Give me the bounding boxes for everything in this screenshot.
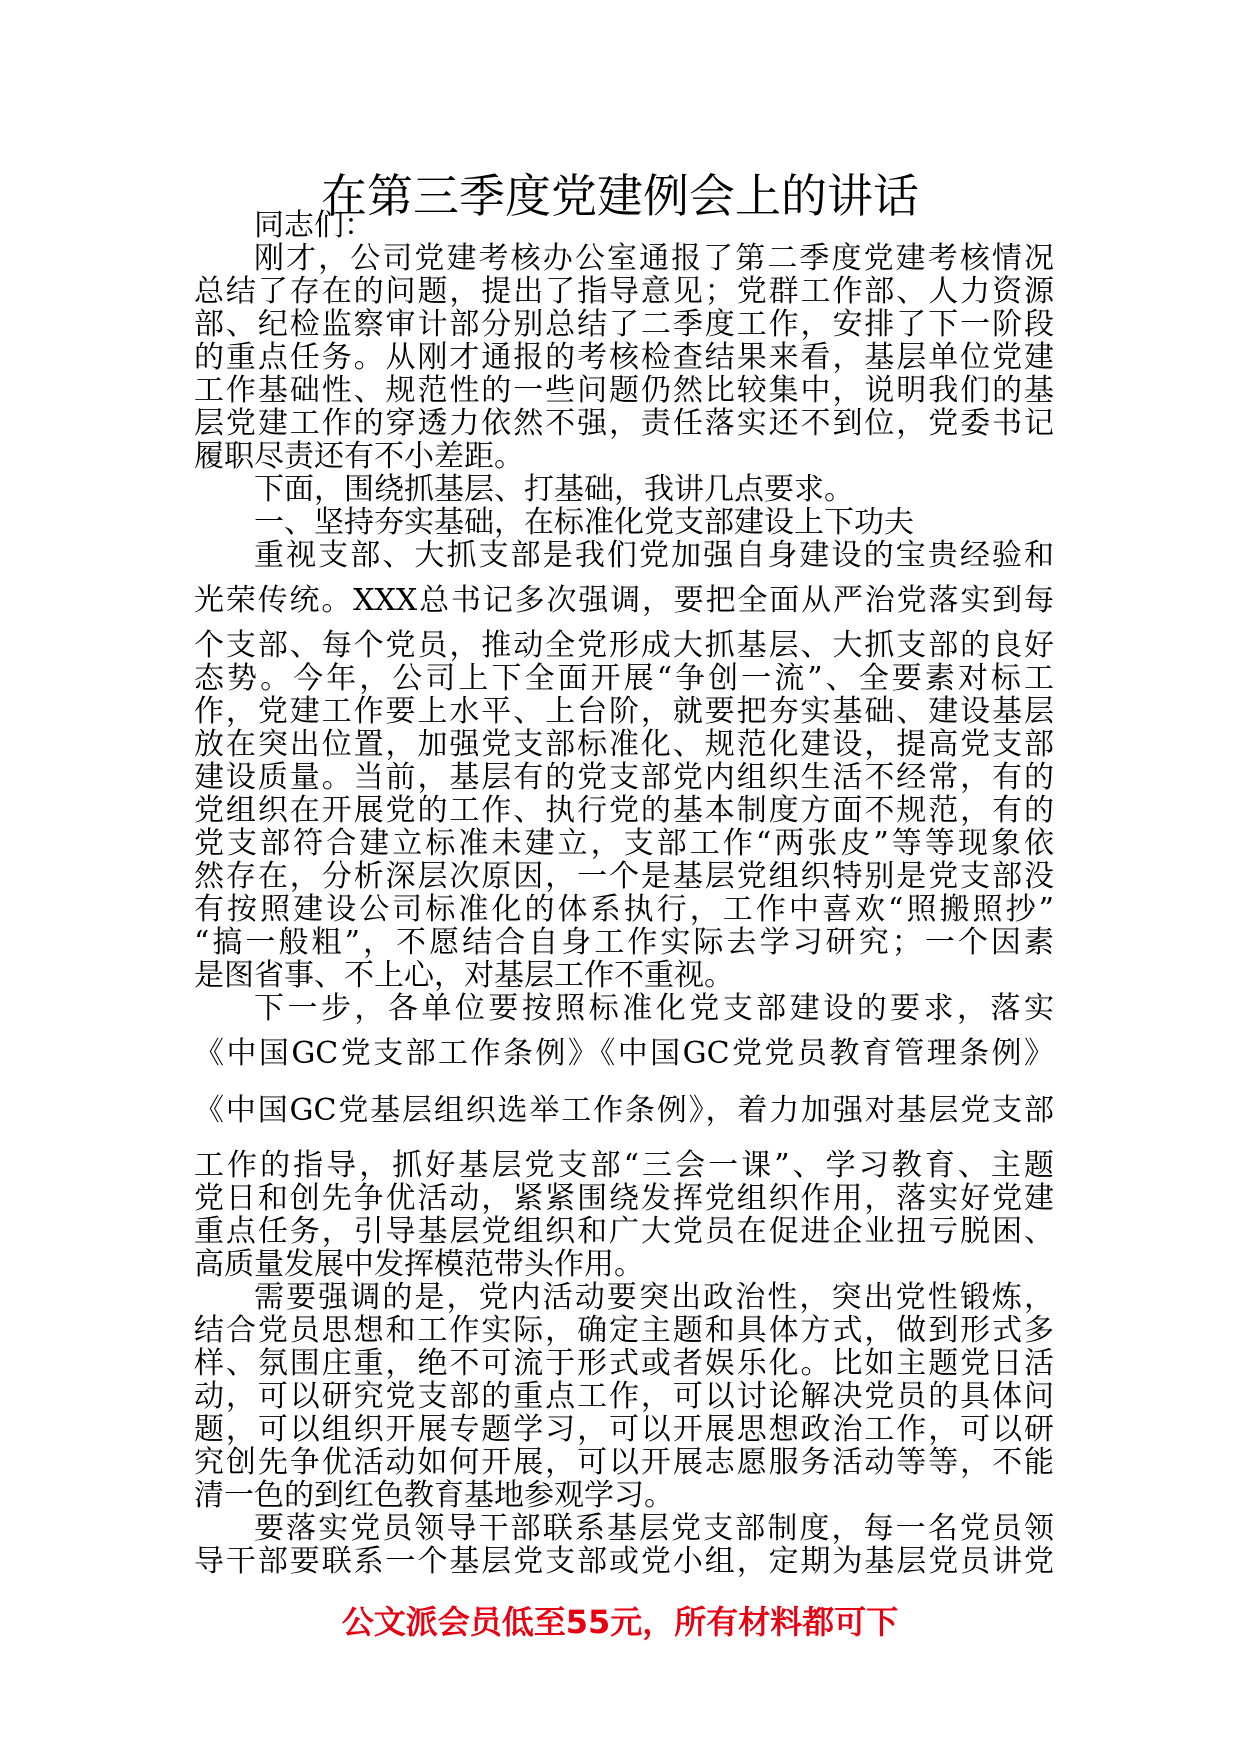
paragraph-line: 履职尽责还有不小差距。 — [194, 439, 524, 474]
paragraph-line: 党支部符合建立标准未建立，支部工作“两张皮”等等现象依 — [194, 826, 1054, 861]
paragraph-line: 党日和创先争优活动，紧紧围绕发挥党组织作用，落实好党建 — [194, 1181, 1054, 1216]
paragraph-line: 放在突出位置，加强党支部标准化、规范化建设，提高党支部 — [194, 727, 1054, 762]
paragraph-line: 结合党员思想和工作实际，确定主题和具体方式，做到形式多 — [194, 1313, 1054, 1348]
document-title: 在第三季度党建例会上的讲话 — [321, 169, 919, 223]
paragraph-line: 是图省事、不上心，对基层工作不重视。 — [194, 958, 734, 993]
paragraph-line: 重视支部、大抓支部是我们党加强自身建设的宝贵经验和 — [254, 538, 1054, 573]
paragraph-line: 同志们： — [254, 208, 374, 243]
paragraph-line: 个支部、每个党员，推动全党形成大抓基层、大抓支部的良好 — [194, 628, 1054, 663]
paragraph-line: 层党建工作的穿透力依然不强，责任落实还不到位，党委书记 — [194, 406, 1054, 441]
paragraph-line: 党组织在开展党的工作、执行党的基本制度方面不规范，有的 — [194, 793, 1054, 828]
paragraph-line: 清一色的到红色教育基地参观学习。 — [194, 1478, 674, 1513]
paragraph-line: 究创先争优活动如何开展，可以开展志愿服务活动等等，不能 — [194, 1445, 1054, 1480]
paragraph-line: 导干部要联系一个基层党支部或党小组，定期为基层党员讲党 — [194, 1544, 1054, 1579]
paragraph-line: 样、氛围庄重，绝不可流于形式或者娱乐化。比如主题党日活 — [194, 1346, 1054, 1381]
paragraph-line: 题，可以组织开展专题学习，可以开展思想政治工作，可以研 — [194, 1412, 1054, 1447]
promo-footer-note: 公文派会员低至55元，所有材料都可下 — [341, 1603, 899, 1641]
paragraph-line: 总结了存在的问题，提出了指导意见；党群工作部、人力资源 — [194, 274, 1054, 309]
paragraph-line: 工作的指导，抓好基层党支部“三会一课”、学习教育、主题 — [194, 1148, 1054, 1183]
paragraph-line: 然存在，分析深层次原因，一个是基层党组织特别是党支部没 — [194, 859, 1054, 894]
paragraph-line: 有按照建设公司标准化的体系执行，工作中喜欢“照搬照抄” — [194, 892, 1054, 927]
paragraph-line: 下面，围绕抓基层、打基础，我讲几点要求。 — [254, 472, 854, 507]
paragraph-line: “搞一般粗”，不愿结合自身工作实际去学习研究；一个因素 — [194, 925, 1054, 960]
paragraph-line: 《中国GC党基层组织选举工作条例》，着力加强对基层党支部 — [194, 1093, 1054, 1128]
paragraph-line: 建设质量。当前，基层有的党支部党内组织生活不经常，有的 — [194, 760, 1054, 795]
paragraph-line: 动，可以研究党支部的重点工作，可以讨论解决党员的具体问 — [194, 1379, 1054, 1414]
paragraph-line: 工作基础性、规范性的一些问题仍然比较集中，说明我们的基 — [194, 373, 1054, 408]
paragraph-line: 《中国GC党支部工作条例》《中国GC党党员教育管理条例》 — [194, 1036, 1054, 1071]
paragraph-line: 要落实党员领导干部联系基层党支部制度，每一名党员领 — [254, 1511, 1054, 1546]
paragraph-line: 的重点任务。从刚才通报的考核检查结果来看，基层单位党建 — [194, 340, 1054, 375]
paragraph-line: 高质量发展中发挥模范带头作用。 — [194, 1247, 644, 1282]
paragraph-line: 一、坚持夯实基础，在标准化党支部建设上下功夫 — [254, 505, 914, 540]
paragraph-line: 需要强调的是，党内活动要突出政治性，突出党性锻炼， — [254, 1280, 1054, 1315]
paragraph-line: 作，党建工作要上水平、上台阶，就要把夯实基础、建设基层 — [194, 694, 1054, 729]
paragraph-line: 刚才，公司党建考核办公室通报了第二季度党建考核情况 — [254, 241, 1054, 276]
paragraph-line: 部、纪检监察审计部分别总结了二季度工作，安排了下一阶段 — [194, 307, 1054, 342]
paragraph-line: 下一步，各单位要按照标准化党支部建设的要求，落实 — [254, 991, 1054, 1026]
paragraph-line: 重点任务，引导基层党组织和广大党员在促进企业扭亏脱困、 — [194, 1214, 1054, 1249]
paragraph-line: 光荣传统。XXX总书记多次强调，要把全面从严治党落实到每 — [194, 583, 1054, 618]
paragraph-line: 态势。今年，公司上下全面开展“争创一流”、全要素对标工 — [194, 661, 1054, 696]
